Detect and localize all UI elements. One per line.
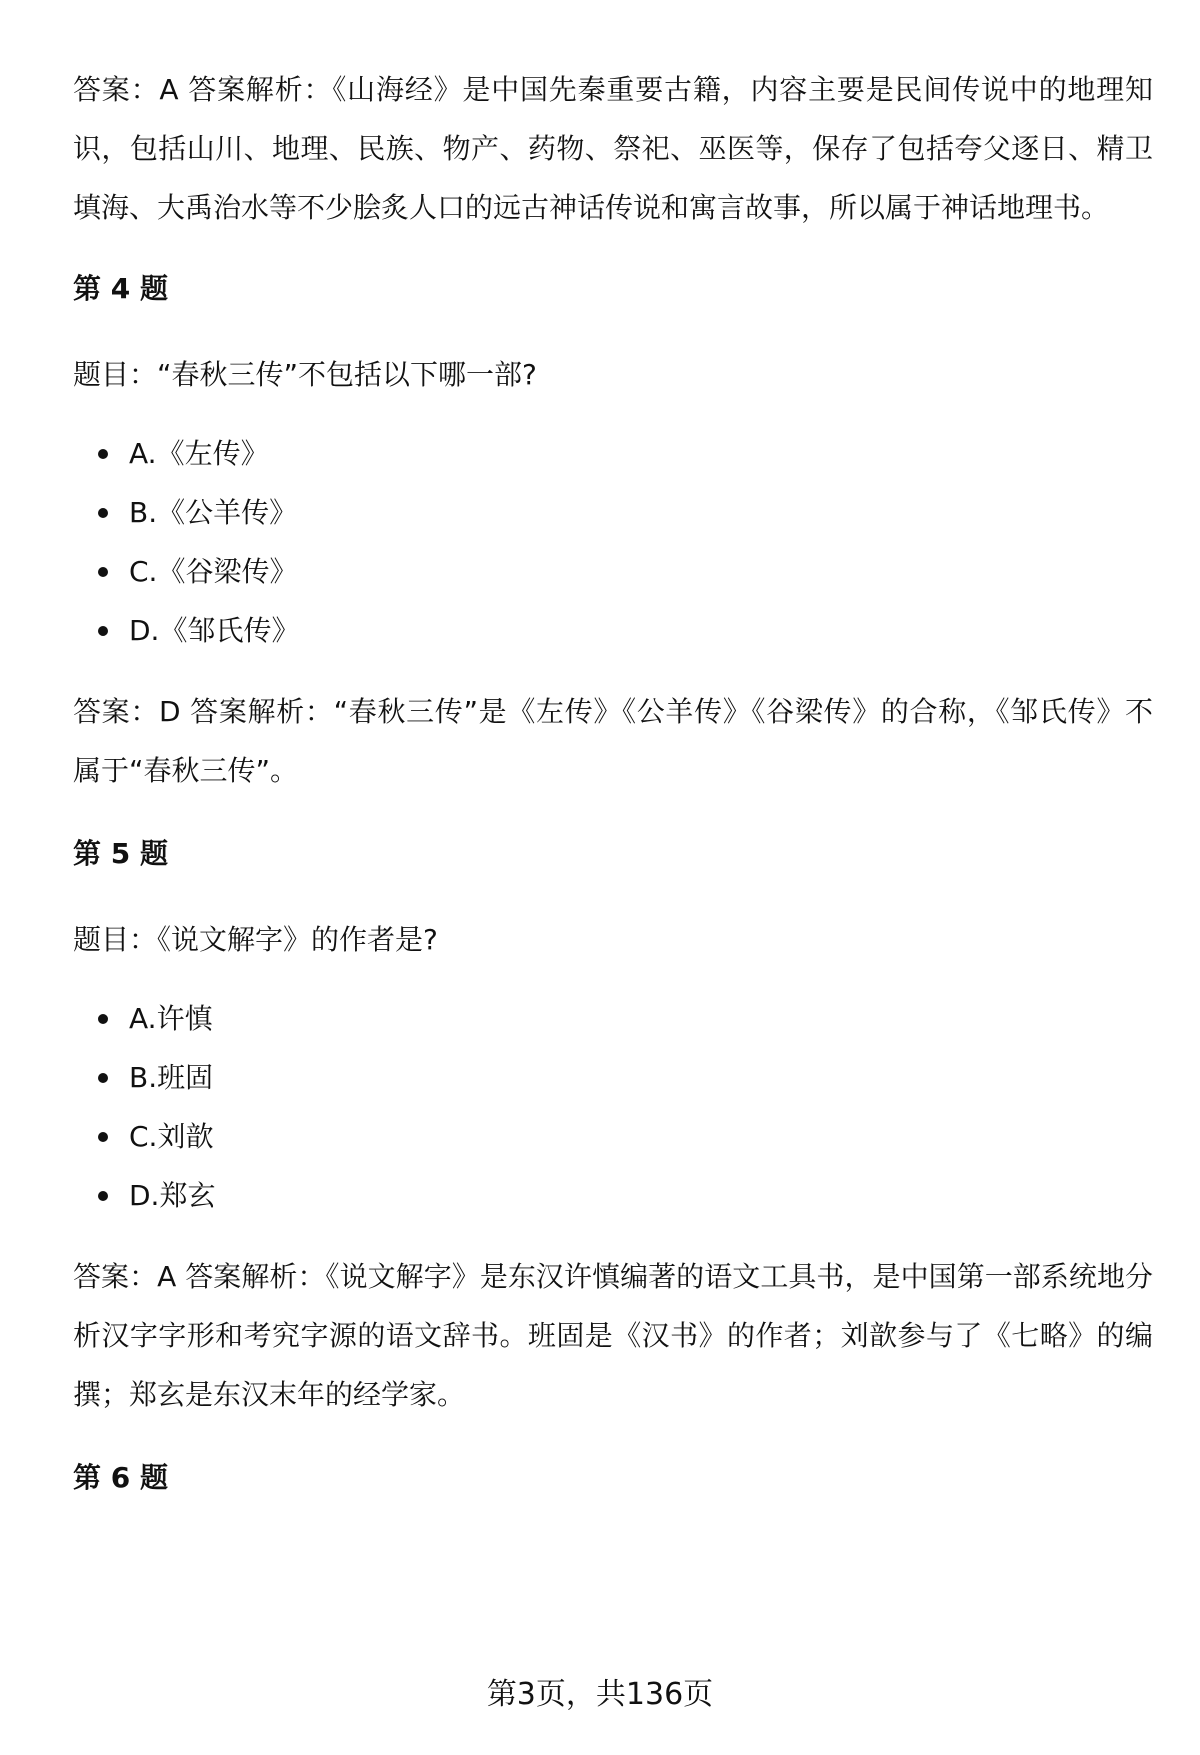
- bullet-icon: [98, 449, 108, 459]
- option-text: D.郑玄: [129, 1179, 216, 1212]
- bullet-icon: [98, 567, 108, 577]
- option-item: [73, 989, 1153, 1048]
- option-item: [73, 1166, 1153, 1225]
- document-page: [73, 62, 1153, 1498]
- option-item: [73, 601, 1153, 660]
- page-number: 第3页，共136页: [486, 1677, 714, 1712]
- options-list-4: [73, 424, 1153, 660]
- option-text: D.《邹氏传》: [129, 614, 300, 647]
- bullet-icon: [98, 1191, 108, 1201]
- option-text: A.《左传》: [129, 437, 269, 470]
- option-item: [73, 483, 1153, 542]
- option-text: B.《公羊传》: [129, 496, 298, 529]
- option-item: [73, 1107, 1153, 1166]
- bullet-icon: [98, 508, 108, 518]
- bullet-icon: [98, 1014, 108, 1024]
- question-heading-6: 第 6 题: [73, 1461, 168, 1494]
- question-heading-5: 第 5 题: [73, 837, 168, 870]
- bullet-icon: [98, 626, 108, 636]
- option-text: A.许慎: [129, 1002, 213, 1035]
- option-item: [73, 542, 1153, 601]
- question-text-4: 题目：“春秋三传”不包括以下哪一部?: [73, 358, 537, 391]
- option-item: [73, 424, 1153, 483]
- answer-explanation-5: 答案：A 答案解析：《说文解字》是东汉许慎编著的语文工具书，是中国第一部系统地分析汉字字形和考究字源的语文辞书。班固是《汉书》的作者；刘歆参与了《七略》的编撰；郑玄是东汉末年的经学家。: [73, 1260, 1153, 1411]
- bullet-icon: [98, 1132, 108, 1142]
- option-item: [73, 1048, 1153, 1107]
- options-list-5: [73, 989, 1153, 1225]
- option-text: C.《谷梁传》: [129, 555, 298, 588]
- question-text-5: 题目：《说文解字》的作者是?: [73, 923, 438, 956]
- question-heading-4: 第 4 题: [73, 272, 168, 305]
- answer-explanation-4: 答案：D 答案解析：“春秋三传”是《左传》《公羊传》《谷梁传》的合称，《邹氏传》不属于“春秋三传”。: [73, 695, 1153, 787]
- bullet-icon: [98, 1073, 108, 1083]
- answer-explanation-q3: 答案：A 答案解析：《山海经》是中国先秦重要古籍，内容主要是民间传说中的地理知识，包括山川、地理、民族、物产、药物、祭祀、巫医等，保存了包括夸父逐日、精卫填海、大禹治水等不少脍炙人口的远古神话传说和寓言故事，所以属于神话地理书。: [73, 73, 1153, 224]
- option-text: B.班固: [129, 1061, 214, 1094]
- option-text: C.刘歆: [129, 1120, 214, 1153]
